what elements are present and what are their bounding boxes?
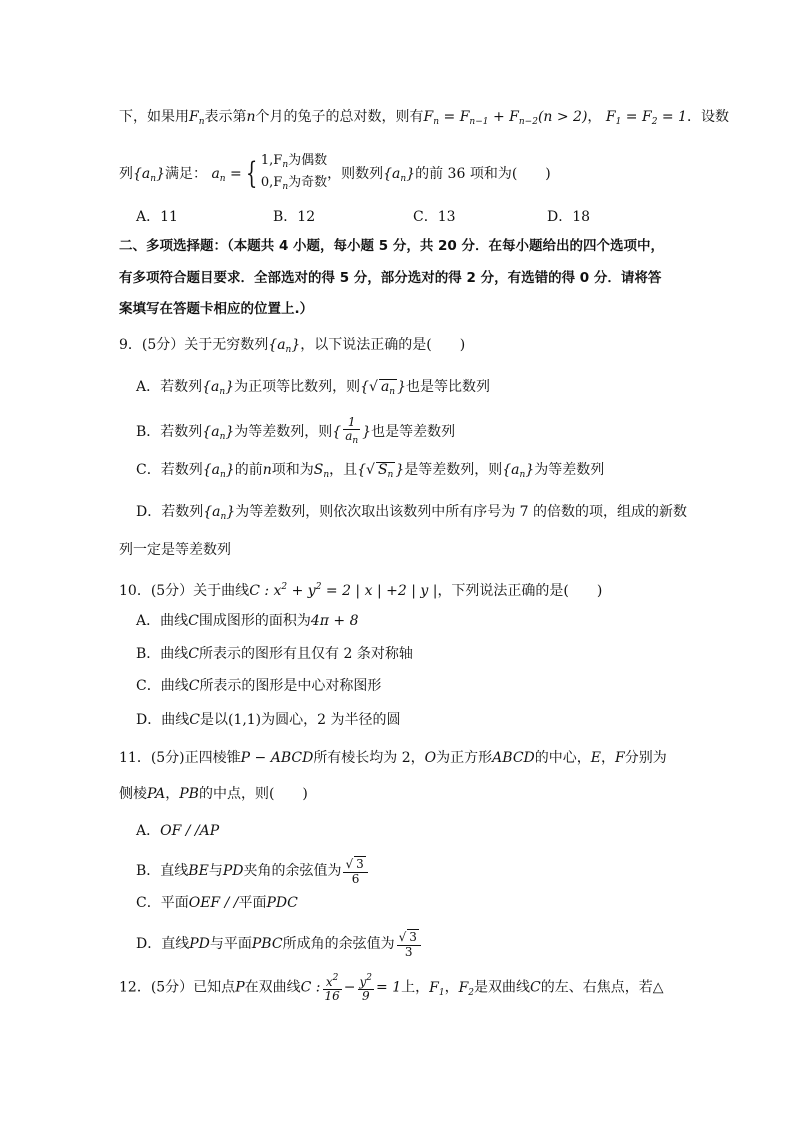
q11-option-b: B．直线BE与PD夹角的余弦值为 $\frac{√ 3}{6}$ bbox=[136, 856, 370, 886]
math-recurrence: $F_n = F_{n-1} + F_{n-2}(n > 2)$ bbox=[423, 109, 588, 127]
q9-stem: 9．(5分）关于无穷数列$\{a_n\}$，以下说法正确的是( ) bbox=[119, 337, 466, 355]
q12-stem: 12．(5分）已知点P在双曲线C : $\frac{x^2}{16}$ − $\frac{y^2}{9}$ = 1上，$F_1$，$F_2$是双曲线C的左、右焦点，若△ bbox=[119, 973, 664, 1003]
q8-option-a: A．11 bbox=[136, 209, 178, 225]
math-Fn: $F_n$ bbox=[189, 109, 205, 127]
intro-line-2: 列$\{a_n\}$满足： $a_n$ = { $1,F_n$为偶数 $0,F_n$为奇数 ，则数列$\{a_n\}$的前 36 项和为( ) bbox=[119, 152, 551, 196]
q10-option-d: D．曲线C是以(1,1)为圆心，2 为半径的圆 bbox=[136, 712, 401, 728]
q8-option-d: D．18 bbox=[547, 209, 591, 225]
q10-stem: 10．(5分）关于曲线C : $x^2 + y^2 = 2$ | x | +2 | y |，下列说法正确的是( ) bbox=[119, 582, 603, 599]
q9-option-d: D．若数列$\{a_n\}$为等差数列，则依次取出该数列中所有序号为 7 的倍数的项，组成的新数 bbox=[136, 504, 688, 522]
intro-line-1: 下，如果用$F_n$表示第n个月的兔子的总对数，则有$F_n = F_{n-1} + F_{n-2}(n > 2)$， $F_1 = F_2 = 1$．设数 bbox=[119, 109, 729, 127]
q9-option-b: B．若数列$\{a_n\}$为等差数列，则{ $\frac{1}{a_n}$ }也是等差数列 bbox=[136, 415, 456, 446]
section2-line-1: 二、多项选择题：（本题共 4 小题，每小题 5 分，共 20 分．在每小题给出的四个选项中， bbox=[119, 238, 665, 254]
q11-stem: 11．(5分)正四棱锥P − ABCD所有棱长均为 2，O为正方形ABCD的中心，E，F分别为 bbox=[119, 750, 667, 766]
q10-option-c: C．曲线C所表示的图形是中心对称图形 bbox=[136, 678, 382, 694]
section2-line-2: 有多项符合题目要求．全部选对的得 5 分，部分选对的得 2 分，有选错的得 0 分．请将答 bbox=[119, 270, 662, 286]
math-curve-c: C : $x^2 + y^2 = 2$ | x | +2 | y | bbox=[249, 582, 438, 599]
piecewise-cases: $1,F_n$为偶数 $0,F_n$为奇数 bbox=[260, 153, 328, 192]
q11-option-c: C．平面OEF / /平面PDC bbox=[136, 895, 298, 911]
q10-option-b: B．曲线C所表示的图形有且仅有 2 条对称轴 bbox=[136, 646, 413, 662]
q11-option-a: A．OF / /AP bbox=[136, 823, 220, 839]
q9-option-a: A．若数列$\{a_n\}$为正项等比数列，则{√ $a_n$ }也是等比数列 bbox=[136, 377, 490, 402]
section2-line-3: 案填写在答题卡相应的位置上.） bbox=[119, 301, 314, 317]
q8-option-c: C．13 bbox=[413, 209, 456, 225]
q11-stem-cont: 侧棱PA，PB的中点，则( ) bbox=[119, 786, 308, 802]
q9-option-c: C．若数列$\{a_n\}$的前n项和为$S_n$，且{√ $S_n$ }是等差数列，则$\{a_n\}$为等差数列 bbox=[136, 460, 604, 485]
q8-option-b: B．12 bbox=[273, 209, 316, 225]
q11-option-d: D．直线PD与平面PBC所成角的余弦值为 $\frac{√ 3}{3}$ bbox=[136, 929, 423, 959]
q10-option-a: A．曲线C围成图形的面积为4π + 8 bbox=[136, 613, 359, 629]
q9-option-d-cont: 列一定是等差数列 bbox=[119, 542, 231, 558]
